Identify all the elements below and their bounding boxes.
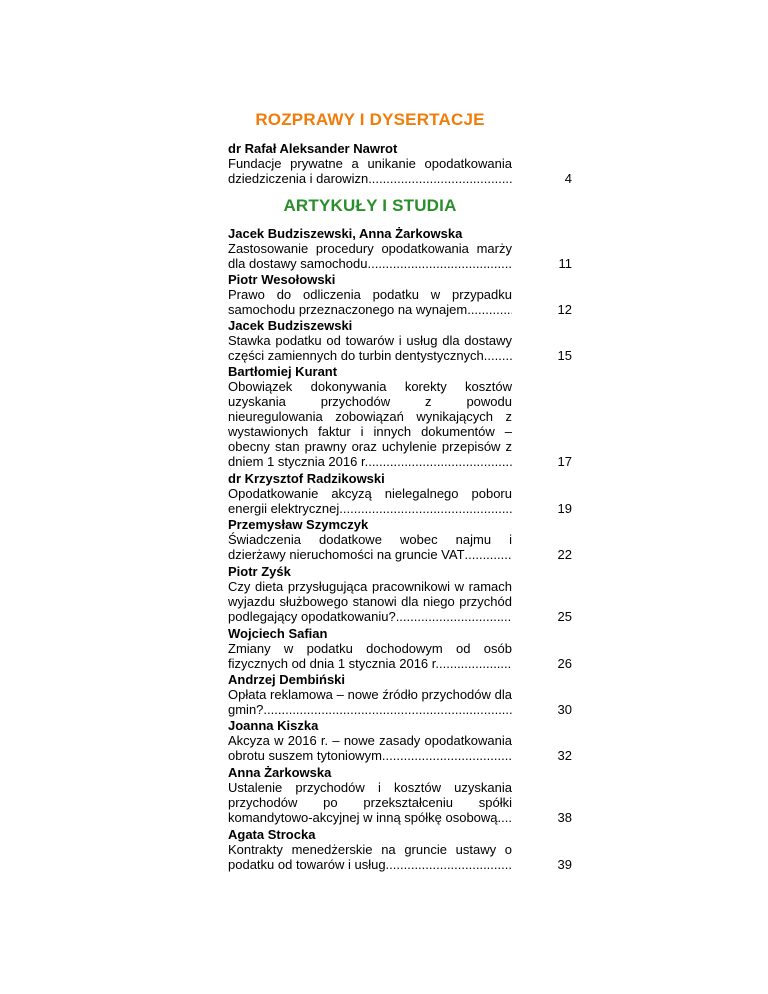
entry-title-line: Opłata reklamowa – nowe źródło przychodów dla [228,687,512,702]
entry-title-last-line: dzierżawy nieruchomości na gruncie VAT ..... [228,547,512,562]
entry-author: dr Krzysztof Radzikowski [228,471,385,486]
entry-title-line: Świadczenia dodatkowe wobec najmu i [228,532,512,547]
entry-title-line: uzyskania przychodów z powodu [228,394,512,409]
leader-dots [396,609,512,624]
toc-entry[interactable] [228,765,572,825]
entry-author: Jacek Budziszewski, Anna Żarkowska [228,226,463,241]
entry-title-line: nieuregulowania zobowiązań wynikających z [228,409,512,424]
entry-title-last-line: dniem 1 stycznia 2016 r. ..... [228,454,512,469]
page-number: 22 [557,547,572,562]
leader-dots [368,171,512,186]
entry-title-last-line: części zamiennych do turbin dentystycznych ..... [228,348,512,363]
entry-author: Przemysław Szymczyk [228,517,369,532]
toc-entry[interactable] [228,471,572,516]
entry-title-last-line: energii elektrycznej ..... [228,501,512,516]
entry-author: Piotr Zyśk [228,564,291,579]
entry-author: Andrzej Dembiński [228,672,346,687]
entry-title-line: Stawka podatku od towarów i usług dla dostawy [228,333,512,348]
entry-title-last-line: dla dostawy samochodu ..... [228,256,512,271]
page-number: 17 [557,454,572,469]
leader-dots [498,810,512,825]
page-number: 15 [557,348,572,363]
toc-entry[interactable] [228,141,572,186]
entry-title-line: Prawo do odliczenia podatku w przypadku [228,287,512,302]
leader-dots [386,857,512,872]
toc-entry[interactable] [228,718,572,763]
entry-title-line: Ustalenie przychodów i kosztów uzyskania [228,780,512,795]
page-number: 32 [557,748,572,763]
entry-title-line: Czy dieta przysługująca pracownikowi w ramach [228,579,512,594]
page-number: 38 [557,810,572,825]
toc-entry[interactable] [228,827,572,872]
leader-dots [263,702,512,717]
entry-title-line: wystawionych faktur i innych dokumentów – [228,424,512,439]
entry-title-line: przychodów po przekształceniu spółki [228,795,512,810]
page-number: 30 [557,702,572,717]
leader-dots [465,547,512,562]
entry-author: Bartłomiej Kurant [228,364,338,379]
leader-dots [368,454,512,469]
entry-author: Jacek Budziszewski [228,318,353,333]
entry-title-line: Zastosowanie procedury opodatkowania marży [228,241,512,256]
page-number: 4 [564,171,572,186]
entry-title-line: obecny stan prawny oraz uchylenie przepisów z [228,439,512,454]
entry-title-line: Zmiany w podatku dochodowym od osób [228,641,512,656]
entry-title-line: wyjazdu służbowego stanowi dla niego przychód [228,594,512,609]
section-title-rozprawy: ROZPRAWY I DYSERTACJE [255,110,485,129]
leader-dots [467,302,512,317]
entry-title-line: Kontrakty menedżerskie na gruncie ustawy o [228,842,512,857]
entry-author: Anna Żarkowska [228,765,332,780]
entry-title-last-line: komandytowo-akcyjnej w inną spółkę osobową ..... [228,810,512,825]
entry-title-line: Opodatkowanie akcyzą nielegalnego poboru [228,486,512,501]
toc-entry[interactable] [228,626,572,671]
entry-title-line: Akcyza w 2016 r. – nowe zasady opodatkowania [228,733,512,748]
section-title-artykuly: ARTYKUŁY I STUDIA [283,196,457,215]
entry-author: Agata Strocka [228,827,316,842]
leader-dots [484,348,512,363]
entry-author: dr Rafał Aleksander Nawrot [228,141,398,156]
entry-title-line: Fundacje prywatne a unikanie opodatkowania [228,156,512,171]
page-number: 39 [557,857,572,872]
entry-title-line: Obowiązek dokonywania korekty kosztów [228,379,512,394]
entry-title-last-line: fizycznych od dnia 1 stycznia 2016 r. ..... [228,656,512,671]
leader-dots [439,656,512,671]
toc-entry[interactable] [228,564,572,624]
toc-entry[interactable] [228,272,572,317]
entry-title-last-line: obrotu suszem tytoniowym ..... [228,748,512,763]
entry-title-last-line: gmin? ..... [228,702,512,717]
page-number: 11 [558,256,572,271]
entry-title-last-line: podlegający opodatkowaniu? ..... [228,609,512,624]
leader-dots [367,256,512,271]
entry-title-last-line: podatku od towarów i usług ..... [228,857,512,872]
toc-entry[interactable] [228,318,572,363]
page-number: 19 [557,501,572,516]
page-number: 25 [557,609,572,624]
page-number: 12 [557,302,572,317]
toc-entry[interactable] [228,226,572,271]
entry-title-last-line: samochodu przeznaczonego na wynajem ..... [228,302,512,317]
entry-title-last-line: dziedziczenia i darowizn ..... [228,171,512,186]
toc-entry[interactable] [228,364,572,469]
entry-author: Piotr Wesołowski [228,272,336,287]
entry-author: Joanna Kiszka [228,718,319,733]
toc-entry[interactable] [228,672,572,717]
leader-dots [382,748,512,763]
toc-entry[interactable] [228,517,572,562]
page-number: 26 [557,656,572,671]
entry-author: Wojciech Safian [228,626,328,641]
leader-dots [339,501,512,516]
